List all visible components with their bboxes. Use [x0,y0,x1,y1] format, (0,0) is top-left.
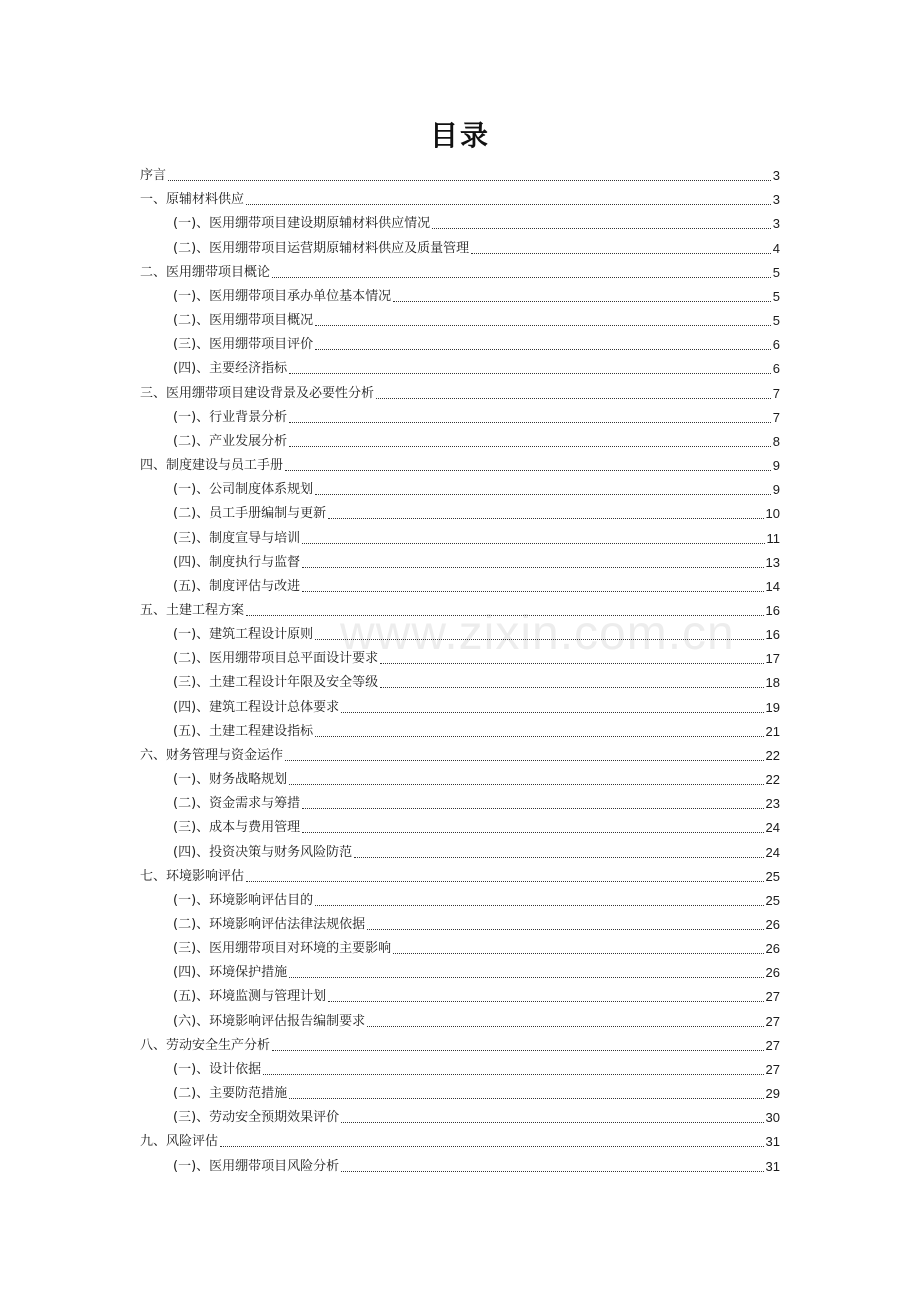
toc-page-number: 24 [765,844,780,860]
toc-subentry[interactable] [140,789,780,813]
toc-subentry[interactable] [140,910,780,934]
toc-page-number: 25 [765,868,780,884]
toc-page-number: 22 [765,772,780,788]
toc-page-number: 9 [772,482,780,498]
toc-subentry[interactable] [140,886,780,910]
toc-page-number: 7 [772,385,780,401]
toc-entry-text: (五)、制度评估与改进 [173,578,301,594]
toc-subentry[interactable] [140,813,780,837]
toc-subentry[interactable] [140,837,780,861]
toc-subentry[interactable] [140,306,780,330]
toc-subentry[interactable] [140,982,780,1006]
toc-entry-text: (三)、医用绷带项目评价 [173,337,314,353]
dot-leader [263,1074,763,1075]
toc-page-number: 3 [772,192,780,208]
dot-leader [393,301,771,302]
toc-subentry[interactable] [140,282,780,306]
toc-entry-text: (一)、行业背景分析 [173,409,288,425]
dot-leader [367,929,763,930]
dot-leader [302,567,763,568]
toc-page-number: 21 [765,723,780,739]
toc-entry-text: (三)、制度宣导与培训 [173,530,301,546]
toc-entry-text: 五、土建工程方案 [140,602,245,618]
toc-page-number: 26 [765,965,780,981]
toc-entry-text: 九、风险评估 [140,1134,219,1150]
toc-page-number: 6 [772,361,780,377]
toc-entry-text: (一)、设计依据 [173,1061,262,1077]
toc-entry-text: 四、制度建设与员工手册 [140,458,284,474]
toc-entry-text: 八、劳动安全生产分析 [140,1037,271,1053]
toc-subentry[interactable] [140,765,780,789]
toc-subentry[interactable] [140,403,780,427]
toc-entry-text: (一)、医用绷带项目建设期原辅材料供应情况 [173,216,431,232]
toc-subentry[interactable] [140,548,780,572]
toc-entry[interactable] [140,741,780,765]
dot-leader [315,905,763,906]
toc-page-number: 5 [772,313,780,329]
dot-leader [315,349,771,350]
dot-leader [168,180,771,181]
dot-leader [289,446,771,447]
dot-leader [376,398,771,399]
table-of-contents [140,161,780,1176]
toc-entry-text: (二)、医用绷带项目概况 [173,313,314,329]
toc-page-number: 23 [765,796,780,812]
dot-leader [315,494,771,495]
dot-leader [289,422,771,423]
dot-leader [393,953,763,954]
toc-subentry[interactable] [140,934,780,958]
dot-leader [272,1050,764,1051]
toc-subentry[interactable] [140,958,780,982]
toc-subentry[interactable] [140,668,780,692]
dot-leader [367,1026,763,1027]
toc-page-number: 26 [765,941,780,957]
toc-page-number: 5 [772,264,780,280]
dot-leader [302,832,763,833]
toc-page-number: 6 [772,337,780,353]
toc-subentry[interactable] [140,330,780,354]
dot-leader [246,615,764,616]
page-title: 目录 [429,119,490,152]
toc-page-number: 3 [772,216,780,232]
toc-entry-text: 七、环境影响评估 [140,868,245,884]
toc-subentry[interactable] [140,499,780,523]
toc-subentry[interactable] [140,692,780,716]
toc-subentry[interactable] [140,572,780,596]
toc-subentry[interactable] [140,620,780,644]
toc-page-number: 26 [765,917,780,932]
toc-subentry[interactable] [140,354,780,378]
toc-entry-text: (三)、成本与费用管理 [173,820,301,836]
toc-subentry[interactable] [140,427,780,451]
dot-leader [432,228,771,229]
toc-entry-text: (三)、土建工程设计年限及安全等级 [173,675,379,691]
dot-leader [285,760,764,761]
toc-page-number: 27 [765,989,780,1005]
dot-leader [315,325,771,326]
toc-entry-text: 二、医用绷带项目概论 [140,264,271,280]
toc-page-number: 18 [765,675,780,691]
toc-subentry[interactable] [140,1055,780,1079]
toc-entry-text: (二)、员工手册编制与更新 [173,506,327,522]
toc-page-number: 27 [765,1037,780,1053]
toc-entry-text: (四)、环境保护措施 [173,965,288,981]
toc-entry-text: (二)、医用绷带项目总平面设计要求 [173,651,379,667]
toc-entry-text: (五)、环境监测与管理计划 [173,989,327,1005]
toc-page-number: 19 [765,699,780,715]
toc-entry-text: 六、财务管理与资金运作 [140,747,284,763]
toc-page-number: 4 [772,240,780,256]
dot-leader [289,784,763,785]
dot-leader [471,253,771,254]
toc-entry-text: (二)、医用绷带项目运营期原辅材料供应及质量管理 [173,240,470,256]
dot-leader [328,1001,763,1002]
toc-page-number: 22 [765,747,780,763]
toc-page-number: 27 [765,1061,780,1077]
toc-page-number: 31 [765,1158,780,1174]
toc-page-number: 9 [772,458,780,474]
toc-entry-text: (二)、主要防范措施 [173,1086,288,1102]
toc-entry-text: (四)、投资决策与财务风险防范 [173,844,353,860]
toc-entry-text: (二)、环境影响评估法律法规依据 [173,917,366,932]
toc-entry-text: (二)、产业发展分析 [173,433,288,449]
toc-entry[interactable] [140,451,780,475]
dot-leader [341,1171,763,1172]
toc-page-number: 5 [772,288,780,304]
toc-entry-text: (一)、医用绷带项目承办单位基本情况 [173,288,392,304]
watermark: www.zixin.com.cn [340,607,735,660]
toc-subentry[interactable] [140,1006,780,1030]
toc-page-number: 16 [765,627,780,643]
toc-subentry[interactable] [140,209,780,233]
toc-page-number: 16 [765,602,780,618]
dot-leader [341,712,763,713]
toc-subentry[interactable] [140,1151,780,1175]
dot-leader [285,470,771,471]
toc-subentry[interactable] [140,1103,780,1127]
toc-entry-text: (一)、医用绷带项目风险分析 [173,1158,340,1174]
toc-page-number: 7 [772,409,780,425]
toc-page-number: 31 [765,1134,780,1150]
toc-subentry[interactable] [140,644,780,668]
dot-leader [220,1146,764,1147]
dot-leader [380,663,763,664]
toc-page-number: 17 [765,651,780,667]
toc-entry-text: (三)、劳动安全预期效果评价 [173,1110,340,1126]
toc-entry[interactable] [140,862,780,886]
dot-leader [289,977,763,978]
toc-entry-text: (六)、环境影响评估报告编制要求 [173,1013,366,1029]
dot-leader [315,736,763,737]
toc-entry-text: (一)、财务战略规划 [173,772,288,788]
dot-leader [272,277,771,278]
dot-leader [380,687,763,688]
toc-entry[interactable] [140,258,780,282]
toc-entry-text: (三)、医用绷带项目对环境的主要影响 [173,941,392,957]
toc-page-number: 24 [765,820,780,836]
dot-leader [246,204,771,205]
toc-page-number: 29 [765,1086,780,1102]
toc-entry[interactable] [140,596,780,620]
dot-leader [289,1098,763,1099]
toc-page-number: 25 [765,892,780,908]
toc-entry-text: (五)、土建工程建设指标 [173,723,314,739]
dot-leader [354,857,763,858]
dot-leader [302,543,764,544]
toc-page-number: 3 [772,168,780,184]
toc-page-number: 30 [765,1110,780,1126]
toc-page-number: 14 [765,578,780,594]
toc-page-number: 8 [772,433,780,449]
toc-entry-text: (一)、公司制度体系规划 [173,482,314,498]
dot-leader [341,1122,763,1123]
toc-entry[interactable] [140,1127,780,1151]
toc-entry[interactable] [140,185,780,209]
toc-subentry[interactable] [140,475,780,499]
toc-entry[interactable] [140,1031,780,1055]
toc-page-number: 11 [766,530,780,546]
toc-subentry[interactable] [140,233,780,257]
toc-entry-text: (四)、建筑工程设计总体要求 [173,699,340,715]
dot-leader [302,808,763,809]
toc-entry-text: (一)、建筑工程设计原则 [173,627,314,643]
toc-entry-text: 一、原辅材料供应 [140,192,245,208]
dot-leader [246,881,764,882]
toc-entry-text: (四)、制度执行与监督 [173,554,301,570]
dot-leader [315,639,763,640]
dot-leader [328,518,763,519]
toc-subentry[interactable] [140,717,780,741]
toc-entry-text: (四)、主要经济指标 [173,361,288,377]
toc-page-number: 13 [765,554,780,570]
toc-subentry[interactable] [140,1079,780,1103]
toc-entry-text: (一)、环境影响评估目的 [173,892,314,908]
toc-page-number: 27 [765,1013,780,1029]
toc-entry-text: 三、医用绷带项目建设背景及必要性分析 [140,385,375,401]
toc-entry[interactable] [140,378,780,402]
dot-leader [302,591,763,592]
toc-entry-text: 序言 [140,168,167,184]
toc-page-number: 10 [765,506,780,522]
toc-subentry[interactable] [140,523,780,547]
toc-entry[interactable] [140,161,780,185]
dot-leader [289,373,771,374]
toc-entry-text: (二)、资金需求与筹措 [173,796,301,812]
